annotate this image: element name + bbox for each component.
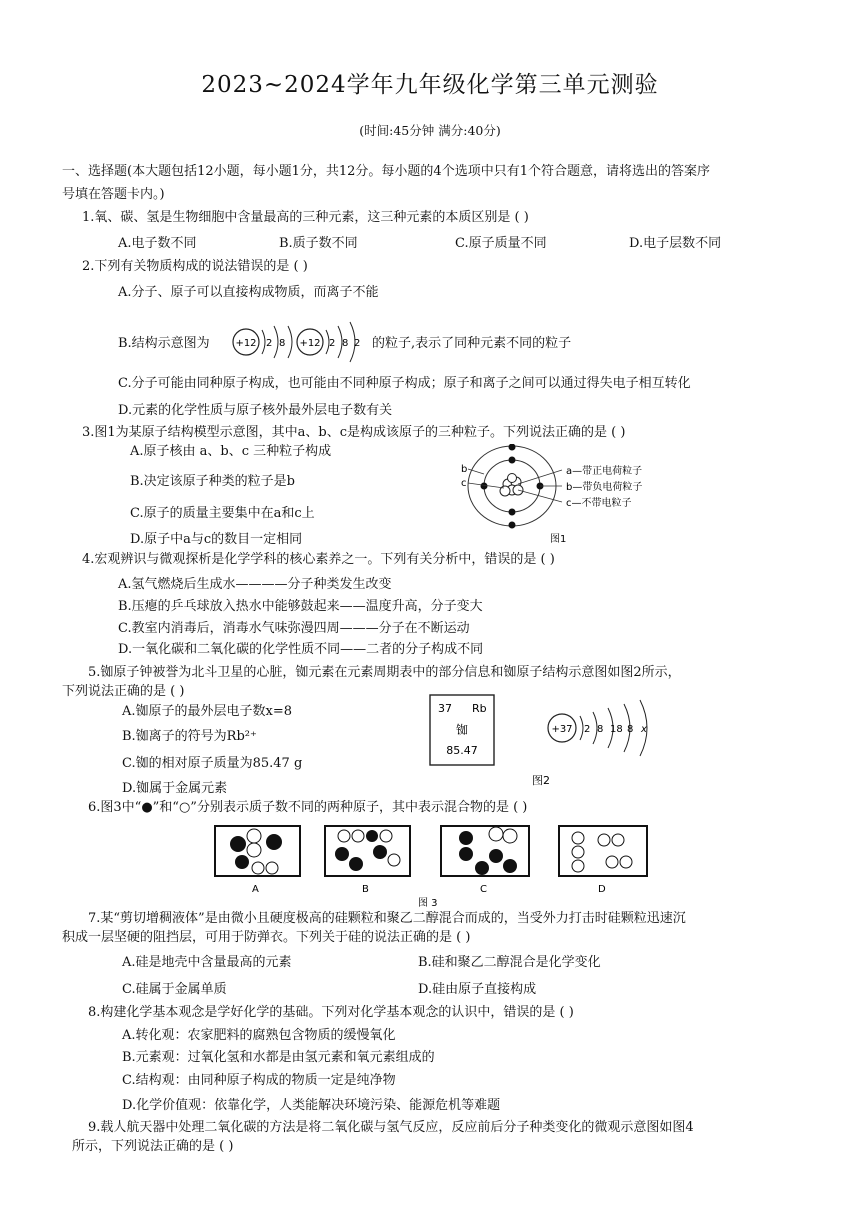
q5-shell-3: 18	[610, 724, 623, 735]
q2-option-a: A.分子、原子可以直接构成物质，而离子不能	[118, 285, 379, 300]
q8-option-a: A.转化观：农家肥料的腐熟包含物质的缓慢氧化	[122, 1028, 396, 1043]
q6-stem: 6.图3中“●”和“○”分别表示质子数不同的两种原子，其中表示混合物的是 ( )	[88, 800, 528, 815]
q5-element-symbol: Rb	[472, 702, 487, 715]
section-heading-line1: 一、选择题(本大题包括12小题，每小题1分，共12分。每小题的4个选项中只有1个符合题意，请将选出的答案序	[62, 164, 710, 179]
q6-label-a: A	[252, 884, 259, 895]
q9-stem-line2: 所示，下列说法正确的是 ( )	[72, 1139, 234, 1154]
q2-shell-2-3: 2	[354, 338, 361, 349]
q3-legend-a: a—带正电荷粒子	[566, 466, 643, 477]
q8-option-b: B.元素观：过氧化氢和水都是由氢元素和氧元素组成的	[122, 1050, 435, 1065]
q6-caption: 图 3	[418, 898, 438, 908]
q8-option-d: D.化学价值观：依靠化学，人类能解决环境污染、能源危机等难题	[122, 1098, 501, 1113]
q2-structure-diagram	[228, 314, 370, 370]
q6-label-d: D	[598, 884, 606, 895]
q7-option-c: C.硅属于金属单质	[122, 982, 227, 997]
q3-option-c: C.原子的质量主要集中在a和c上	[130, 506, 315, 521]
q3-legend-b: b—带负电荷粒子	[566, 482, 643, 493]
q3-label-b: b	[461, 464, 468, 475]
q5-caption: 图2	[532, 774, 550, 787]
q3-option-b: B.决定该原子种类的粒子是b	[130, 474, 296, 489]
q6-label-c: C	[480, 884, 487, 895]
q3-label-c: c	[461, 478, 467, 489]
q2-option-d: D.元素的化学性质与原子核外最外层电子数有关	[118, 403, 393, 418]
q5-shell-5: x	[641, 724, 647, 735]
q5-option-c: C.铷的相对原子质量为85.47 g	[122, 756, 303, 771]
q5-option-b: B.铷离子的符号为Rb²⁺	[122, 729, 257, 744]
q7-stem-line2: 积成一层坚硬的阻挡层，可用于防弹衣。下列关于硅的说法正确的是 ( )	[62, 930, 471, 945]
q2-shell-2-1: 2	[329, 338, 336, 349]
q5-shell-1: 2	[584, 724, 591, 735]
q5-shell-2: 8	[597, 724, 604, 735]
q7-option-d: D.硅由原子直接构成	[418, 982, 537, 997]
q8-option-c: C.结构观：由同种原子构成的物质一定是纯净物	[122, 1073, 396, 1088]
q7-option-a: A.硅是地壳中含量最高的元素	[122, 955, 292, 970]
q4-option-d: D.一氧化碳和二氧化碳的化学性质不同——二者的分子构成不同	[118, 642, 484, 657]
q2-shell-1-2: 8	[279, 338, 286, 349]
q2-option-b-suffix: 的粒子,表示了同种元素不同的粒子	[372, 336, 572, 351]
q2-stem: 2.下列有关物质构成的说法错误的是 ( )	[82, 259, 308, 274]
q1-stem: 1.氧、碳、氢是生物细胞中含量最高的三种元素，这三种元素的本质区别是 ( )	[82, 210, 529, 225]
q3-stem: 3.图1为某原子结构模型示意图，其中a、b、c是构成该原子的三种粒子。下列说法正确的是 ( )	[82, 425, 626, 440]
q1-option-b: B.质子数不同	[279, 236, 358, 251]
q4-option-b: B.压瘪的乒乓球放入热水中能够鼓起来——温度升高，分子变大	[118, 599, 483, 614]
q5-option-d: D.铷属于金属元素	[122, 781, 228, 796]
q2-shell-1-1: 2	[266, 338, 273, 349]
q2-option-c: C.分子可能由同种原子构成，也可能由不同种原子构成；原子和离子之间可以通过得失电子相互转化	[118, 376, 691, 391]
q2-option-b-prefix: B.结构示意图为	[118, 336, 210, 351]
section-heading-line2: 号填在答题卡内。)	[62, 187, 165, 202]
q2-nucleus-2: +12	[299, 338, 321, 349]
q1-option-a: A.电子数不同	[118, 236, 197, 251]
q8-stem: 8.构建化学基本观念是学好化学的基础。下列对化学基本观念的认识中，错误的是 ( )	[88, 1005, 574, 1020]
q5-atomic-mass: 85.47	[446, 744, 478, 757]
q5-stem-line1: 5.铷原子钟被誉为北斗卫星的心脏，铷元素在元素周期表中的部分信息和铷原子结构示意图如图2所示，	[88, 665, 681, 680]
q3-caption: 图1	[550, 534, 567, 545]
q7-stem-line1: 7.某“剪切增稠液体”是由微小且硬度极高的硅颗粒和聚乙二醇混合而成的，当受外力打击时硅颗粒迅速沉	[88, 911, 686, 926]
q7-option-b: B.硅和聚乙二醇混合是化学变化	[418, 955, 601, 970]
exam-title: 2023~2024学年九年级化学第三单元测验	[201, 72, 659, 98]
q5-element-name: 铷	[455, 723, 469, 737]
q5-option-a: A.铷原子的最外层电子数x=8	[122, 704, 293, 719]
q5-figure-2	[428, 692, 658, 788]
q4-stem: 4.宏观辨识与微观探析是化学学科的核心素养之一。下列有关分析中，错误的是 ( )	[82, 552, 555, 567]
q4-option-a: A.氢气燃烧后生成水————分子种类发生改变	[118, 577, 392, 592]
q2-nucleus-1: +12	[235, 338, 257, 349]
q1-option-c: C.原子质量不同	[455, 236, 547, 251]
q6-label-b: B	[362, 884, 369, 895]
q9-stem-line1: 9.载人航天器中处理二氧化碳的方法是将二氧化碳与氢气反应，反应前后分子种类变化的微观示意图如图4	[88, 1120, 694, 1135]
q2-shell-2-2: 8	[342, 338, 349, 349]
q3-option-d: D.原子中a与c的数目一定相同	[130, 532, 303, 547]
q5-shell-4: 8	[627, 724, 634, 735]
q1-option-d: D.电子层数不同	[629, 236, 722, 251]
q5-stem-line2: 下列说法正确的是 ( )	[62, 684, 185, 699]
q4-option-c: C.教室内消毒后，消毒水气味弥漫四周———分子在不断运动	[118, 621, 470, 636]
exam-subtitle: (时间:45分钟 满分:40分)	[359, 123, 501, 138]
q6-figure-3	[212, 822, 652, 908]
q3-legend-c: c—不带电粒子	[566, 498, 632, 509]
q5-atomic-number: 37	[438, 702, 452, 715]
q3-option-a: A.原子核由 a、b、c 三种粒子构成	[130, 444, 332, 459]
q3-figure-1	[458, 444, 698, 546]
q5-nucleus: +37	[551, 724, 573, 735]
